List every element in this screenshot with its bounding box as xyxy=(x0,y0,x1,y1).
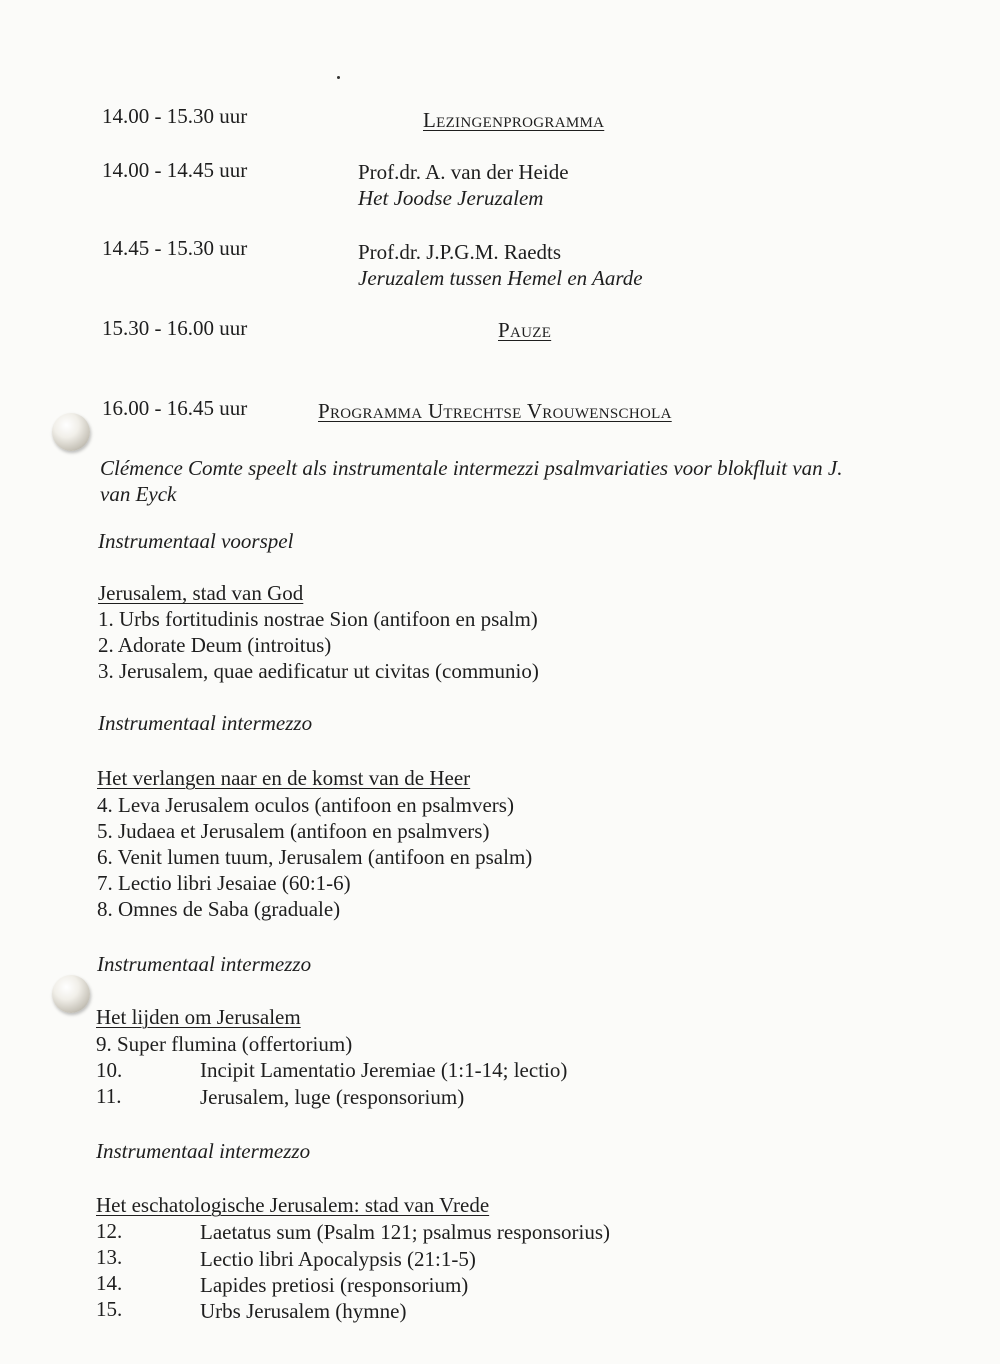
schola-time: 16.00 - 16.45 uur xyxy=(102,396,248,420)
list-item: Urbs Jerusalem (hymne) xyxy=(200,1299,407,1323)
section-2-heading: Het verlangen naar en de komst van de Heer xyxy=(97,766,471,790)
list-item: Lectio libri Apocalypsis (21:1-5) xyxy=(200,1247,476,1271)
instrumental-prelude: Instrumentaal voorspel xyxy=(98,529,294,553)
program-time: 14.00 - 15.30 uur xyxy=(102,104,248,128)
list-item: Lapides pretiosi (responsorium) xyxy=(200,1273,469,1297)
lecture-1-speaker: Prof.dr. A. van der Heide xyxy=(358,160,569,184)
stray-dot xyxy=(337,76,340,79)
list-item: Laetatus sum (Psalm 121; psalmus responsorius) xyxy=(200,1220,611,1244)
section-1-heading: Jerusalem, stad van God xyxy=(98,581,304,605)
lecture-2-speaker: Prof.dr. J.P.G.M. Raedts xyxy=(358,240,562,264)
list-item-number: 15. xyxy=(96,1297,123,1321)
list-item: 7. Lectio libri Jesaiae (60:1-6) xyxy=(97,871,351,895)
list-item: 1. Urbs fortitudinis nostrae Sion (antifoon en psalm) xyxy=(98,607,538,631)
list-item-number: 10. xyxy=(96,1058,123,1082)
list-item-number: 14. xyxy=(96,1271,123,1295)
list-item: 9. Super flumina (offertorium) xyxy=(96,1032,353,1056)
schola-intro-line-1: Clémence Comte speelt als instrumentale intermezzi psalmvariaties voor blokfluit van J. xyxy=(100,456,843,480)
list-item: 2. Adorate Deum (introitus) xyxy=(98,633,332,657)
schola-title: Programma Utrechtse Vrouwenschola xyxy=(318,399,672,423)
lecture-2-time: 14.45 - 15.30 uur xyxy=(102,236,248,260)
section-4-heading: Het eschatologische Jerusalem: stad van Vrede xyxy=(96,1193,490,1217)
pause-label: Pauze xyxy=(498,318,552,342)
instrumental-intermezzo: Instrumentaal intermezzo xyxy=(96,1139,311,1163)
pause-time: 15.30 - 16.00 uur xyxy=(102,316,248,340)
instrumental-intermezzo: Instrumentaal intermezzo xyxy=(98,711,313,735)
bullet-ball-icon xyxy=(52,413,90,451)
section-3-heading: Het lijden om Jerusalem xyxy=(96,1005,301,1029)
list-item: 4. Leva Jerusalem oculos (antifoon en psalmvers) xyxy=(97,793,514,817)
instrumental-intermezzo: Instrumentaal intermezzo xyxy=(97,952,312,976)
list-item: Incipit Lamentatio Jeremiae (1:1-14; lectio) xyxy=(200,1058,568,1082)
list-item: 8. Omnes de Saba (graduale) xyxy=(97,897,341,921)
list-item-number: 13. xyxy=(96,1245,123,1269)
list-item: 6. Venit lumen tuum, Jerusalem (antifoon en psalm) xyxy=(97,845,533,869)
bullet-ball-icon xyxy=(52,975,90,1013)
list-item: 3. Jerusalem, quae aedificatur ut civitas (communio) xyxy=(98,659,539,683)
list-item-number: 12. xyxy=(96,1219,123,1243)
list-item: Jerusalem, luge (responsorium) xyxy=(200,1085,465,1109)
lecture-1-topic: Het Joodse Jeruzalem xyxy=(358,186,544,210)
lecture-2-topic: Jeruzalem tussen Hemel en Aarde xyxy=(358,266,643,290)
list-item: 5. Judaea et Jerusalem (antifoon en psalmvers) xyxy=(97,819,490,843)
list-item-number: 11. xyxy=(96,1084,122,1108)
program-title: Lezingenprogramma xyxy=(423,108,605,132)
lecture-1-time: 14.00 - 14.45 uur xyxy=(102,158,248,182)
schola-intro-line-2: van Eyck xyxy=(100,482,177,506)
